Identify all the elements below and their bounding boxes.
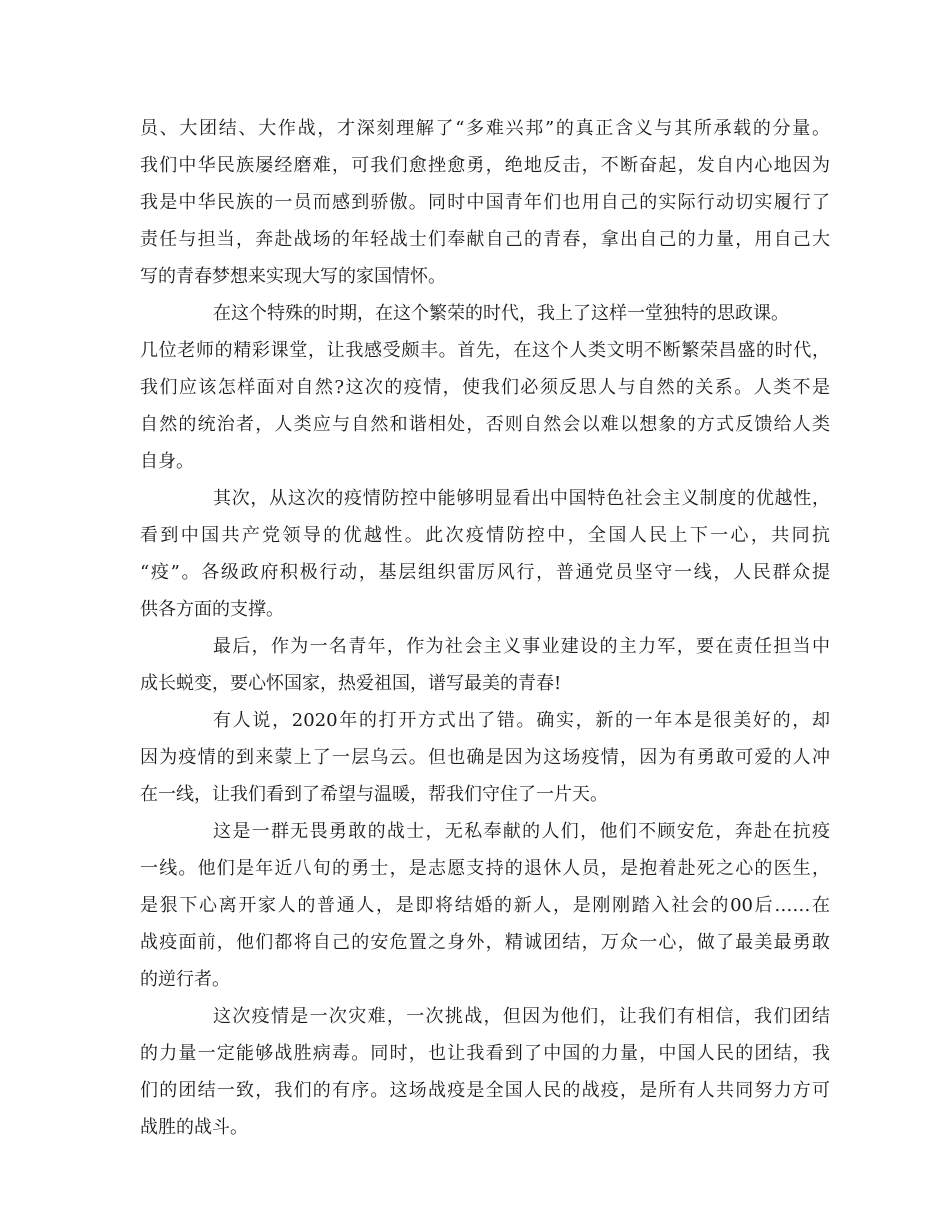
text-line: 自身。	[140, 451, 194, 472]
text-line: 因为疫情的到来蒙上了一层乌云。但也确是因为这场疫情，因为有勇敢可爱的人冲	[140, 747, 830, 768]
text-line: 战疫面前，他们都将自己的安危置之身外，精诚团结，万众一心，做了最美最勇敢	[140, 932, 830, 953]
text-line: 是狠下心离开家人的普通人，是即将结婚的新人，是刚刚踏入社会的00后……在	[140, 895, 830, 916]
paragraph-start-line: 这是一群无畏勇敢的战士，无私奉献的人们，他们不顾安危，奔赴在抗疫	[213, 821, 830, 842]
text-line: 我是中华民族的一员而感到骄傲。同时中国青年们也用自己的实际行动切实履行了	[140, 192, 830, 213]
text-line: 几位老师的精彩课堂，让我感受颇丰。首先，在这个人类文明不断繁荣昌盛的时代，	[140, 340, 830, 361]
text-line: 在一线，让我们看到了希望与温暖，帮我们守住了一片天。	[140, 784, 608, 805]
text-line: “疫”。各级政府积极行动，基层组织雷厉风行，普通党员坚守一线，人民群众提	[140, 562, 830, 583]
text-line: 写的青春梦想来实现大写的家国情怀。	[140, 266, 446, 287]
text-line: 责任与担当，奔赴战场的年轻战士们奉献自己的青春，拿出自己的力量，用自己大	[140, 229, 830, 250]
text-line: 们的团结一致，我们的有序。这场战疫是全国人民的战疫，是所有人共同努力方可	[140, 1080, 830, 1101]
text-line: 战胜的战斗。	[140, 1117, 248, 1138]
text-line: 看到中国共产党领导的优越性。此次疫情防控中，全国人民上下一心，共同抗	[140, 525, 830, 546]
text-line: 自然的统治者，人类应与自然和谐相处，否则自然会以难以想象的方式反馈给人类	[140, 414, 830, 435]
paragraph-start-line: 最后，作为一名青年，作为社会主义事业建设的主力军，要在责任担当中	[213, 636, 830, 657]
paragraph-start-line: 有人说，2020年的打开方式出了错。确实，新的一年本是很美好的，却	[213, 710, 830, 731]
text-line: 员、大团结、大作战，才深刻理解了“多难兴邦”的真正含义与其所承载的分量。	[140, 118, 830, 139]
text-line: 我们应该怎样面对自然?这次的疫情，使我们必须反思人与自然的关系。人类不是	[140, 377, 830, 398]
paragraph-start-line: 这次疫情是一次灾难，一次挑战，但因为他们，让我们有相信，我们团结	[213, 1006, 830, 1027]
text-line: 成长蜕变，要心怀国家，热爱祖国，谱写最美的青春!	[140, 673, 562, 694]
text-line: 供各方面的支撑。	[140, 599, 284, 620]
text-line: 的逆行者。	[140, 969, 230, 990]
text-line: 一线。他们是年近八旬的勇士，是志愿支持的退休人员，是抱着赴死之心的医生，	[140, 858, 830, 879]
text-line: 我们中华民族屡经磨难，可我们愈挫愈勇，绝地反击，不断奋起，发自内心地因为	[140, 155, 830, 176]
text-line: 的力量一定能够战胜病毒。同时，也让我看到了中国的力量，中国人民的团结，我	[140, 1043, 830, 1064]
paragraph-start-line: 其次，从这次的疫情防控中能够明显看出中国特色社会主义制度的优越性，	[213, 488, 830, 509]
paragraph-start-line: 在这个特殊的时期，在这个繁荣的时代，我上了这样一堂独特的思政课。	[213, 303, 789, 324]
